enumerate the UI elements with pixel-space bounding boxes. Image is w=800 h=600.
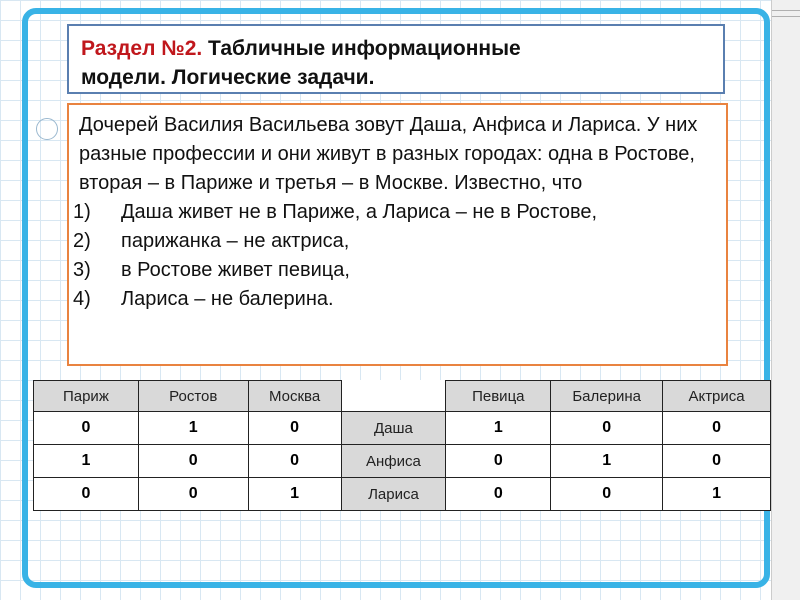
- condition-number: 2): [73, 230, 91, 252]
- slide-title: [67, 24, 725, 94]
- conditions-list: [73, 198, 720, 314]
- row-name: Лариса: [341, 478, 446, 511]
- cell-city: 1: [248, 478, 341, 511]
- header-blank: [341, 381, 446, 412]
- cell-profession: 0: [446, 478, 551, 511]
- cell-city: 0: [34, 412, 139, 445]
- header-city: Ростов: [138, 381, 248, 412]
- solution-table: [33, 380, 771, 511]
- cell-city: 1: [34, 445, 139, 478]
- condition-number: 1): [73, 201, 91, 223]
- cell-profession: 1: [663, 478, 771, 511]
- cell-city: 0: [34, 478, 139, 511]
- condition-item: [73, 198, 720, 227]
- condition-item: [73, 256, 720, 285]
- cell-profession: 1: [446, 412, 551, 445]
- cell-profession: 0: [551, 478, 663, 511]
- cell-city: 1: [138, 412, 248, 445]
- condition-number: 4): [73, 288, 91, 310]
- condition-item: [73, 285, 720, 314]
- cell-profession: 0: [663, 412, 771, 445]
- section-label: Раздел №2.: [81, 37, 203, 60]
- cell-profession: 0: [551, 412, 663, 445]
- cell-city: 0: [138, 478, 248, 511]
- condition-text: Даша живет не в Париже, а Лариса – не в Ростове,: [121, 201, 598, 223]
- table-header-row: [34, 381, 771, 412]
- condition-text: Лариса – не балерина.: [121, 288, 334, 310]
- cell-city: 0: [138, 445, 248, 478]
- cell-profession: 0: [663, 445, 771, 478]
- condition-number: 3): [73, 259, 91, 281]
- task-statement: [67, 103, 728, 366]
- table-row: [34, 412, 771, 445]
- cell-profession: 1: [551, 445, 663, 478]
- header-profession: Актриса: [663, 381, 771, 412]
- row-name: Даша: [341, 412, 446, 445]
- header-profession: Балерина: [551, 381, 663, 412]
- condition-item: [73, 227, 720, 256]
- title-text-line2: модели. Логические задачи.: [81, 66, 375, 89]
- cell-city: 0: [248, 445, 341, 478]
- table-row: [34, 478, 771, 511]
- cell-city: 0: [248, 412, 341, 445]
- condition-text: парижанка – не актриса,: [121, 230, 350, 252]
- cell-profession: 0: [446, 445, 551, 478]
- side-scroll-strip: [771, 0, 800, 600]
- strip-mark: [772, 10, 800, 11]
- row-name: Анфиса: [341, 445, 446, 478]
- title-text-line1: Табличные информационные: [202, 37, 521, 60]
- condition-text: в Ростове живет певица,: [121, 259, 350, 281]
- header-city: Москва: [248, 381, 341, 412]
- header-profession: Певица: [446, 381, 551, 412]
- strip-mark: [772, 16, 800, 17]
- header-city: Париж: [34, 381, 139, 412]
- table-row: [34, 445, 771, 478]
- task-intro: Дочерей Василия Васильева зовут Даша, Анфиса и Лариса. У них разные профессии и они живут в разных городах: одна в Ростове, вторая – в Париже и третья – в Москве. Известно, что: [79, 114, 698, 194]
